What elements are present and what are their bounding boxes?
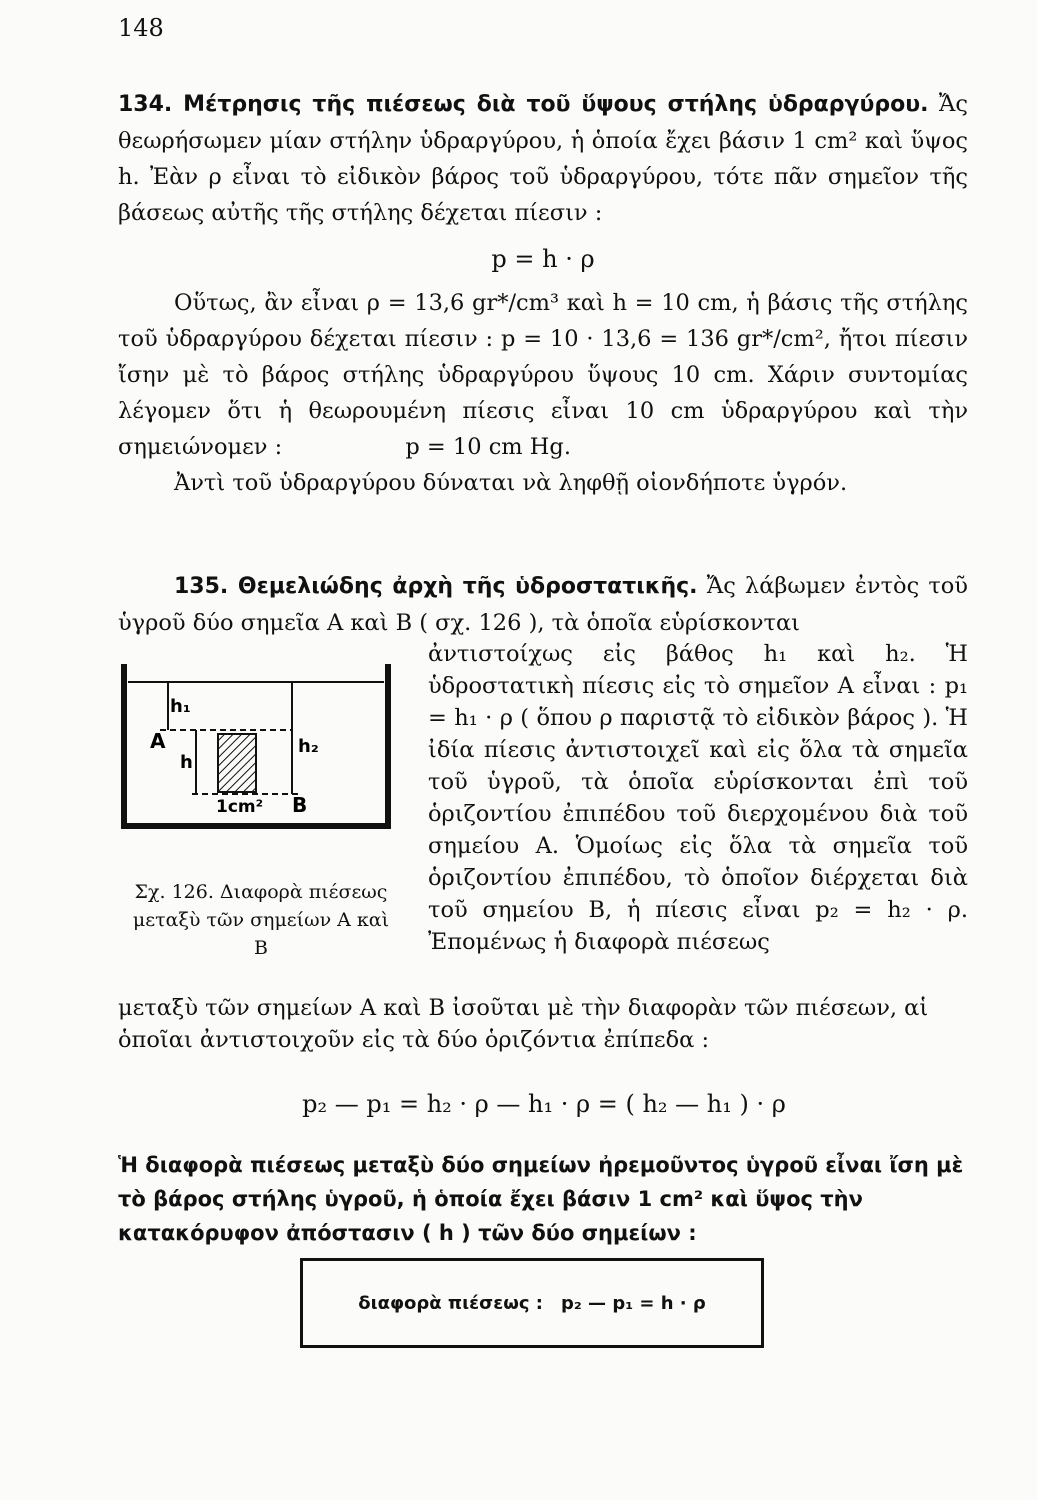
section-134-remark: Ἀντὶ τοῦ ὑδραργύρου δύναται νὰ ληφθῇ οἱονδήποτε ὑγρόν. [174,470,848,496]
section-135-right-text: ἀντιστοίχως εἰς βάθος h₁ καὶ h₂. Ἡ ὑδροστατικὴ πίεσις εἰς τὸ σημεῖον Α εἶναι : p₁ = h₁ · ρ ( ὅπου ρ παριστᾷ τὸ εἰδικὸν βάρος ). Ἡ ἰδία πίεσις ἀντιστοιχεῖ καὶ εἰς ὅλα τὰ σημεῖα τοῦ ὑγροῦ, τὰ ὁποῖα εὑρίσκονται ἐπὶ τοῦ ὁριζοντίου ἐπιπέδου τοῦ διερχομένου διὰ τοῦ σημείου Α. Ὁμοίως εἰς ὅλα τὰ σημεῖα τοῦ ὁριζοντίου ἐπιπέδου, τὸ ὁποῖον διέρχεται διὰ τοῦ σημείου Β, ἡ πίεσις εἶναι p₂ = h₂ · ρ. Ἐπομένως ἡ διαφορὰ πιέσεως [428,641,968,955]
section-134-title: 134. Μέτρησις τῆς πιέσεως διὰ τοῦ ὕψους στήλης ὑδραργύρου. [118,92,929,117]
section-135-formula: p₂ — p₁ = h₂ · ρ — h₁ · ρ = ( h₂ — h₁ ) · ρ [302,1090,786,1118]
label-h: h [180,752,193,773]
label-A: A [150,729,166,753]
boxed-label: διαφορὰ πιέσεως : [358,1292,544,1314]
section-135-intro-block [118,568,968,641]
label-area: 1cm² [216,797,264,817]
boxed-equation: p₂ — p₁ = h · ρ [561,1292,706,1314]
section-134-notation: p = 10 cm Hg. [405,434,571,460]
section-135-intro: Ἄς λάβωμεν ἐντὸς τοῦ ὑγροῦ δύο σημεῖα Α καὶ Β ( σχ. 126 ), τὰ ὁποῖα εὑρίσκονται [118,573,968,636]
section-135-right-column [428,638,968,958]
label-h1: h₁ [170,696,191,717]
section-134-example: Οὕτως, ἂν εἶναι ρ = 13,6 gr*/cm³ καὶ h = 10 cm, ἡ βάσις τῆς στήλης τοῦ ὑδραργύρου δέχεται πίεσιν : p = 10 · 13,6 = 136 gr*/cm², ἤτοι πίεσιν ἴσην μὲ τὸ βάρος στήλης ὑδραργύρου ὕψους 10 cm. Χάριν συντομίας λέγομεν ὅτι ἡ θεωρουμένη πίεσις εἶναι 10 cm ὑδραργύρου καὶ τὴν σημειώνομεν : [118,290,968,460]
liquid-column [218,734,256,792]
label-h2: h₂ [298,736,319,757]
figure-126 [120,660,392,830]
section-135-title: 135. Θεμελιώδης ἀρχὴ τῆς ὑδροστατικῆς. [174,574,698,599]
section-135-continuation: μεταξὺ τῶν σημείων Α καὶ Β ἰσοῦται μὲ τὴν διαφορὰν τῶν πιέσεων, αἱ ὁποῖαι ἀντιστοιχοῦν εἰς τὰ δύο ὁριζόντια ἐπίπεδα : [118,995,929,1053]
section-134-formula: p = h · ρ [491,245,595,273]
section-134 [118,86,968,501]
section-135-principle: Ἡ διαφορὰ πιέσεως μεταξὺ δύο σημείων ἠρεμοῦντος ὑγροῦ εἶναι ἴση μὲ τὸ βάρος στήλης ὑγροῦ, ἡ ὁποία ἔχει βάσιν 1 cm² καὶ ὕψος τὴν κατακόρυφον ἀπόστασιν ( h ) τῶν δύο σημείων : [118,1153,964,1245]
figure-caption: Σχ. 126. Διαφορὰ πιέσεως μεταξὺ τῶν σημείων Α καὶ Β [132,881,390,959]
page-number: 148 [118,14,164,42]
section-134-intro: Ἄς θεωρήσωμεν μίαν στήλην ὑδραργύρου, ἡ ὁποία ἔχει βάσιν 1 cm² καὶ ὕψος h. Ἐὰν ρ εἶναι τὸ εἰδικὸν βάρος τοῦ ὑδραργύρου, τότε πᾶν σημεῖον τῆς βάσεως αὐτῆς τῆς στήλης δέχεται πίεσιν : [118,91,968,226]
label-B: B [292,793,308,817]
vessel-diagram [120,660,392,830]
boxed-formula [300,1258,764,1348]
